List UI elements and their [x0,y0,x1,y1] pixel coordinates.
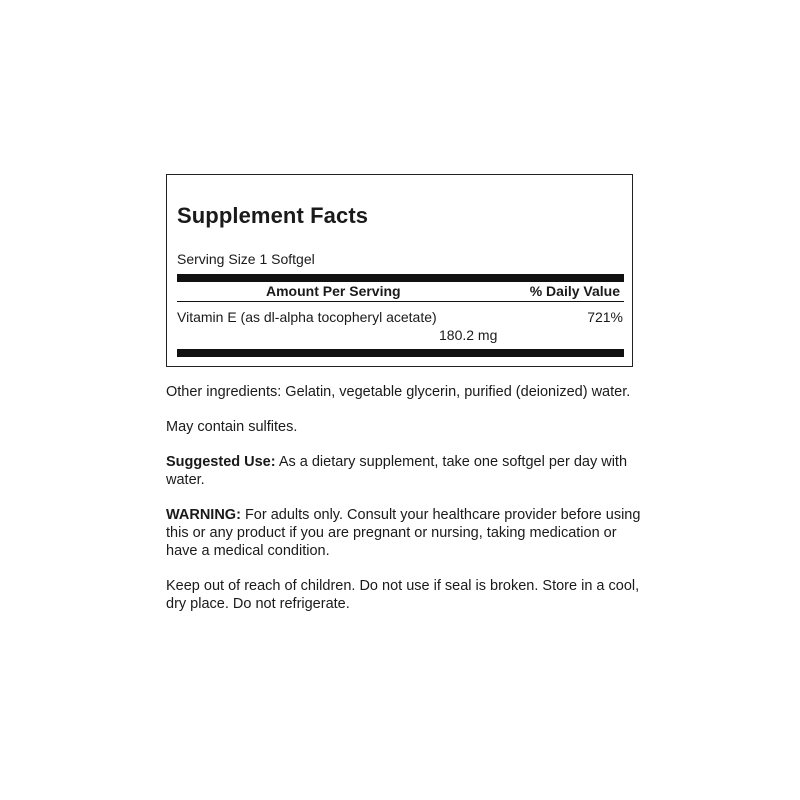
nutrient-name: Vitamin E (as dl-alpha tocopheryl acetate) [177,309,437,325]
nutrient-daily-value: 721% [587,309,623,325]
facts-title: Supplement Facts [177,203,369,228]
nutrient-amount: 180.2 mg [439,327,498,343]
storage-instructions: Keep out of reach of children. Do not use if seal is broken. Store in a cool, dry place. Do not refrigerate. [166,578,640,612]
suggested-use-label: Suggested Use: [166,454,276,470]
warning-text: For adults only. Consult your healthcare provider before using this or any product if you are pregnant or nursing, taking medication or have a medical condition. [166,507,641,559]
label-notes [166,383,646,613]
supplement-facts-panel [166,174,633,367]
thick-divider-top [177,274,624,282]
sulfites-note: May contain sulfites. [166,419,298,435]
thick-divider-bottom [177,349,624,357]
header-daily-value: % Daily Value [529,283,620,299]
other-ingredients: Other ingredients: Gelatin, vegetable glycerin, purified (deionized) water. [166,384,631,400]
header-amount-per-serving: Amount Per Serving [266,283,401,299]
thin-divider [177,301,624,302]
warning-label: WARNING: [166,507,241,523]
suggested-use-text: As a dietary supplement, take one softgel per day with water. [166,454,628,488]
warning [166,506,646,560]
serving-size: Serving Size 1 Softgel [177,251,315,267]
suggested-use [166,453,646,489]
facts-header-row [177,282,624,301]
